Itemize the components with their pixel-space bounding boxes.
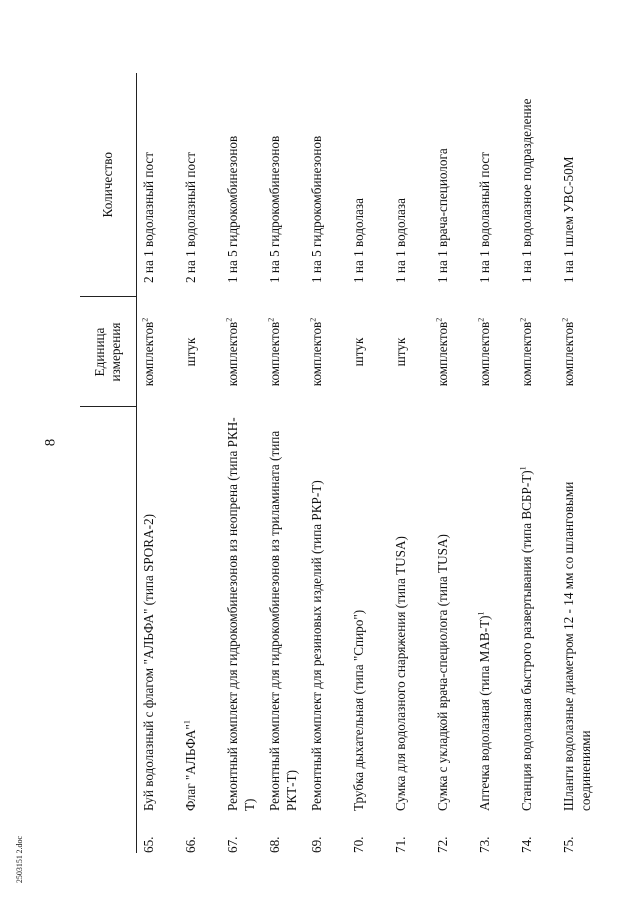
header-quantity: Количество: [80, 73, 137, 297]
item-quantity: 2 на 1 водолазный пост: [141, 152, 156, 283]
item-unit-footnote: 2: [434, 317, 444, 322]
item-unit-text: штук: [351, 337, 366, 367]
document-file-code: 2503151 2.doc: [15, 835, 25, 884]
item-unit: [473, 297, 515, 407]
table-row: [221, 73, 263, 853]
item-name-text: Ремонтный комплект для резиновых изделий (типа РКР-Т): [309, 480, 324, 811]
item-quantity: 1 на 1 врача-специолога: [435, 148, 450, 283]
item-name: [473, 407, 515, 815]
item-quantity: 2 на 1 водолазный пост: [183, 152, 198, 283]
table-row: [305, 73, 347, 853]
item-unit-footnote: 2: [266, 317, 276, 322]
item-unit: [305, 297, 347, 407]
item-unit: [137, 297, 180, 407]
item-unit-footnote: 2: [560, 317, 570, 322]
equipment-table: [80, 73, 599, 853]
row-number: 65.: [141, 836, 156, 853]
item-quantity: 1 на 1 водолаза: [393, 198, 408, 283]
rotated-table-container: [80, 73, 593, 853]
item-unit-text: комплектов: [435, 321, 450, 387]
item-unit: [431, 297, 473, 407]
item-unit: [515, 297, 557, 407]
item-name-text: Буй водолазный с флагом "АЛЬФА" (типа SPORA-2): [141, 514, 156, 811]
item-unit: [347, 297, 389, 407]
item-name: [179, 407, 221, 815]
item-unit-footnote: 2: [308, 317, 318, 322]
item-unit-footnote: 2: [518, 317, 528, 322]
item-quantity: 1 на 1 водолазный пост: [477, 152, 492, 283]
item-name-footnote: 1: [518, 466, 528, 471]
item-unit: [179, 297, 221, 407]
item-name: [515, 407, 557, 815]
table-row: [431, 73, 473, 853]
row-number: 71.: [393, 836, 408, 853]
item-name-text: Шланги водолазные диаметром 12 - 14 мм со шланговыми соединениями: [561, 481, 593, 811]
item-unit-footnote: 2: [140, 317, 150, 322]
row-number: 73.: [477, 836, 492, 853]
item-name-text: Станция водолазная быстрого развертывания (типа ВСБР-Т): [519, 470, 534, 811]
item-name: [137, 407, 180, 815]
item-name-text: Аптечка водолазная (типа МАВ-Т): [477, 615, 492, 811]
table-row: [179, 73, 221, 853]
item-name-text: Ремонтный комплект для гидрокомбинезонов из триламината (типа РКТ-Т): [267, 430, 299, 811]
table-row: [137, 73, 180, 853]
item-unit-footnote: 2: [476, 317, 486, 322]
item-unit-text: комплектов: [561, 321, 576, 387]
item-quantity: 1 на 5 гидрокомбинезонов: [309, 135, 324, 283]
item-name: [347, 407, 389, 815]
row-number: 75.: [561, 836, 576, 853]
item-name-footnote: 1: [476, 611, 486, 616]
item-unit-text: комплектов: [519, 321, 534, 387]
table-row: [263, 73, 305, 853]
item-name: [305, 407, 347, 815]
item-name-text: Флаг "АЛЬФА": [183, 724, 198, 811]
item-unit-text: комплектов: [225, 321, 240, 387]
item-name-footnote: 1: [182, 720, 192, 725]
row-number: 66.: [183, 836, 198, 853]
header-unit: Единица измерения: [80, 297, 137, 407]
table-row: [347, 73, 389, 853]
item-unit-text: комплектов: [477, 321, 492, 387]
item-unit-footnote: 2: [224, 317, 234, 322]
item-quantity: 1 на 1 водолазное подразделение: [519, 98, 534, 283]
item-name-text: Сумка для водолазного снаряжения (типа TUSA): [393, 536, 408, 811]
item-name-text: Сумка с укладкой врача-специолога (типа TUSA): [435, 534, 450, 811]
item-unit-text: штук: [393, 337, 408, 367]
item-quantity: 1 на 5 гидрокомбинезонов: [267, 135, 282, 283]
table-row: [515, 73, 557, 853]
item-name: [221, 407, 263, 815]
table-body: [137, 73, 600, 853]
item-unit-text: комплектов: [309, 321, 324, 387]
row-number: 70.: [351, 836, 366, 853]
table-header-row: [80, 73, 137, 853]
page-number: 8: [42, 438, 59, 447]
row-number: 69.: [309, 836, 324, 853]
item-unit-text: комплектов: [141, 321, 156, 387]
item-name: [557, 407, 599, 815]
row-number: 74.: [519, 836, 534, 853]
item-unit: [263, 297, 305, 407]
item-quantity: 1 на 5 гидрокомбинезонов: [225, 135, 240, 283]
item-quantity: 1 на 1 водолаза: [351, 198, 366, 283]
item-name: [263, 407, 305, 815]
item-unit-text: штук: [183, 337, 198, 367]
row-number: 72.: [435, 836, 450, 853]
item-name-text: Ремонтный комплект для гидрокомбинезонов из неопрена (типа РКН-Т): [225, 417, 257, 811]
table-row: [473, 73, 515, 853]
item-name: [389, 407, 431, 815]
item-unit: [557, 297, 599, 407]
header-name: [80, 407, 137, 853]
row-number: 68.: [267, 836, 282, 853]
item-name-text: Трубка дыхательная (типа "Спиро"): [351, 609, 366, 811]
row-number: 67.: [225, 836, 240, 853]
table-row: [557, 73, 599, 853]
table-row: [389, 73, 431, 853]
item-name: [431, 407, 473, 815]
item-unit: [389, 297, 431, 407]
item-unit: [221, 297, 263, 407]
item-quantity: 1 на 1 шлем УВС-50М: [561, 156, 576, 283]
item-unit-text: комплектов: [267, 321, 282, 387]
